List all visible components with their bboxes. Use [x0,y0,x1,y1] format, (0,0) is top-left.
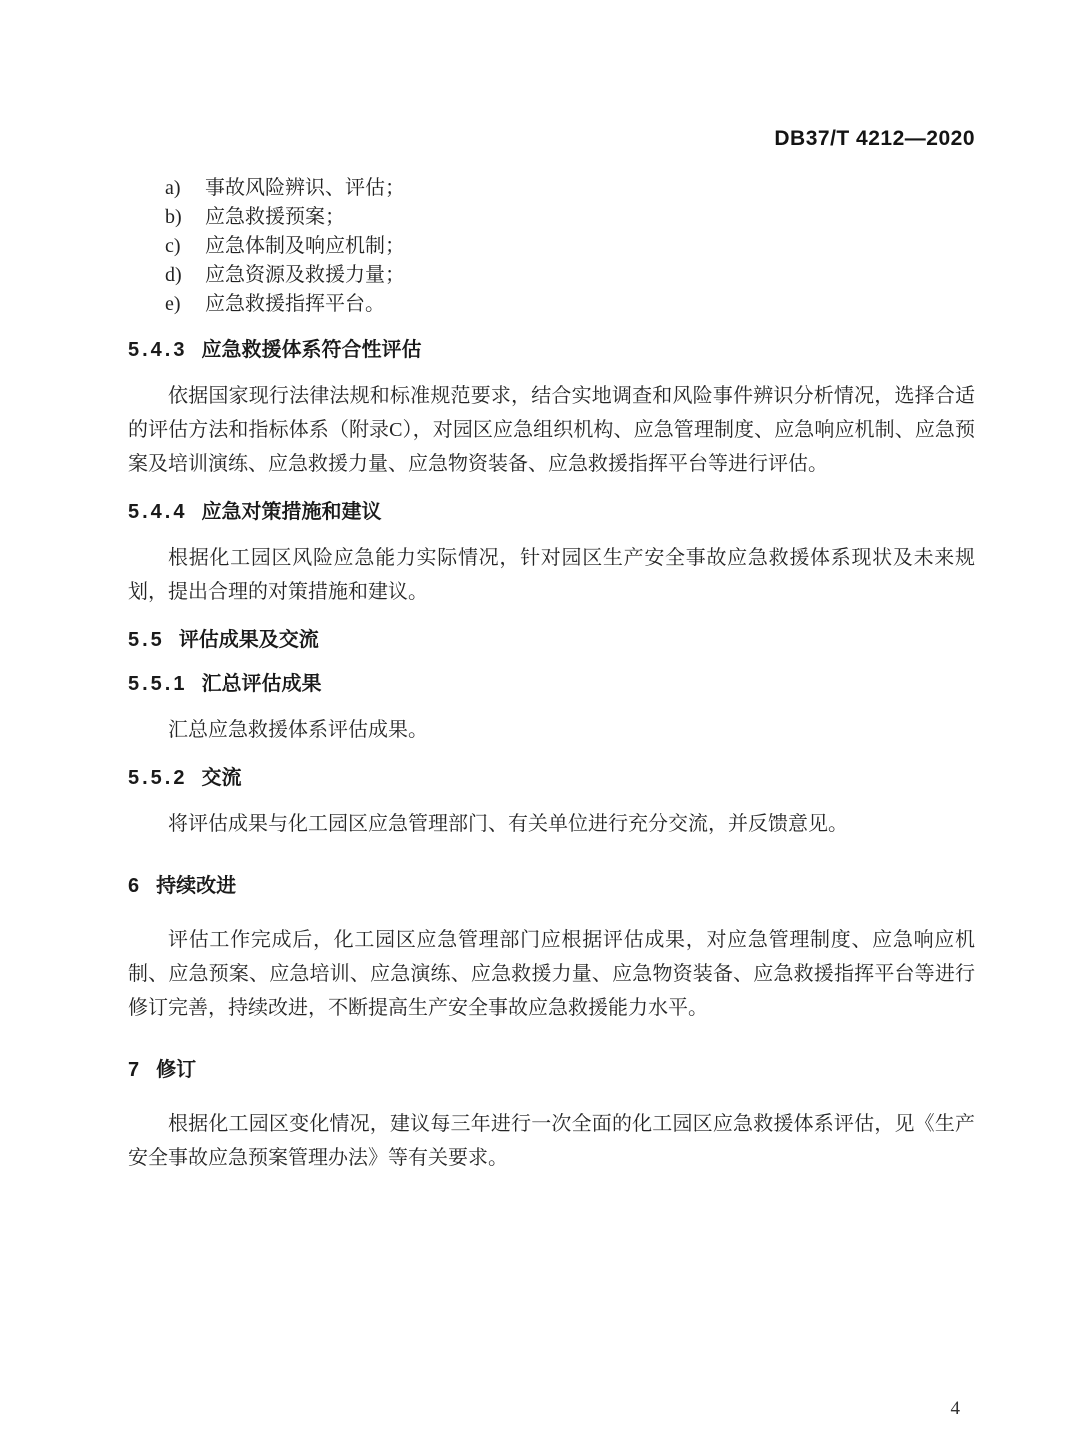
list-item-label: b) [165,206,182,228]
section-paragraph: 汇总应急救援体系评估成果。 [168,719,428,741]
section-5-5 [128,627,975,653]
list-item [128,261,975,290]
list-item-label: a) [165,177,181,199]
section-title: 交流 [201,767,242,789]
list-item-text: 事故风险辨识、评估； [205,177,405,199]
page-number: 4 [950,1398,960,1419]
section-6 [128,873,975,1025]
list-item-label: d) [165,264,182,286]
list-item-label: e) [165,293,181,315]
section-paragraph: 根据化工园区变化情况，建议每三年进行一次全面的化工园区应急救援体系评估，见《生产安全事故应急预案管理办法》等有关要求。 [128,1113,975,1169]
list-item [128,290,975,319]
section-7 [128,1057,975,1175]
section-paragraph: 将评估成果与化工园区应急管理部门、有关单位进行充分交流，并反馈意见。 [168,813,848,835]
list-item-text: 应急体制及响应机制； [205,235,405,257]
list-item-text: 应急救援指挥平台。 [205,293,385,315]
list-item [128,203,975,232]
section-heading [128,671,975,697]
section-5-5-2 [128,765,975,841]
section-title: 评估成果及交流 [178,629,319,651]
section-title: 汇总评估成果 [201,673,322,695]
section-number: 5.4.3 [128,339,188,361]
section-5-5-1 [128,671,975,747]
section-heading [128,627,975,653]
section-number: 7 [128,1059,143,1081]
list-item-label: c) [165,235,181,257]
section-heading [128,499,975,525]
section-5-4-3 [128,337,975,481]
section-number: 5.5 [128,629,165,651]
section-heading [128,765,975,791]
list-item-text: 应急资源及救援力量； [205,264,405,286]
standard-code-running-head: DB37/T 4212—2020 [774,127,975,150]
section-paragraph: 评估工作完成后，化工园区应急管理部门应根据评估成果，对应急管理制度、应急响应机制、应急预案、应急培训、应急演练、应急救援力量、应急物资装备、应急救援指挥平台等进行修订完善，持续改进，不断提高生产安全事故应急救援能力水平。 [128,929,975,1019]
lettered-list [128,174,975,319]
list-item-text: 应急救援预案； [205,206,345,228]
section-heading [128,1057,975,1083]
section-paragraph: 依据国家现行法律法规和标准规范要求，结合实地调查和风险事件辨识分析情况，选择合适的评估方法和指标体系（附录C），对园区应急组织机构、应急管理制度、应急响应机制、应急预案及培训演练、应急救援力量、应急物资装备、应急救援指挥平台等进行评估。 [128,385,975,475]
section-title: 应急救援体系符合性评估 [201,339,422,361]
section-number: 6 [128,875,143,897]
section-title: 持续改进 [156,875,237,897]
section-number: 5.4.4 [128,501,188,523]
section-heading [128,337,975,363]
section-heading [128,873,975,899]
section-paragraph: 根据化工园区风险应急能力实际情况，针对园区生产安全事故应急救援体系现状及未来规划，提出合理的对策措施和建议。 [128,547,975,603]
list-item [128,232,975,261]
section-number: 5.5.1 [128,673,188,695]
list-item [128,174,975,203]
section-title: 应急对策措施和建议 [201,501,382,523]
section-number: 5.5.2 [128,767,188,789]
section-5-4-4 [128,499,975,609]
section-title: 修订 [156,1059,197,1081]
